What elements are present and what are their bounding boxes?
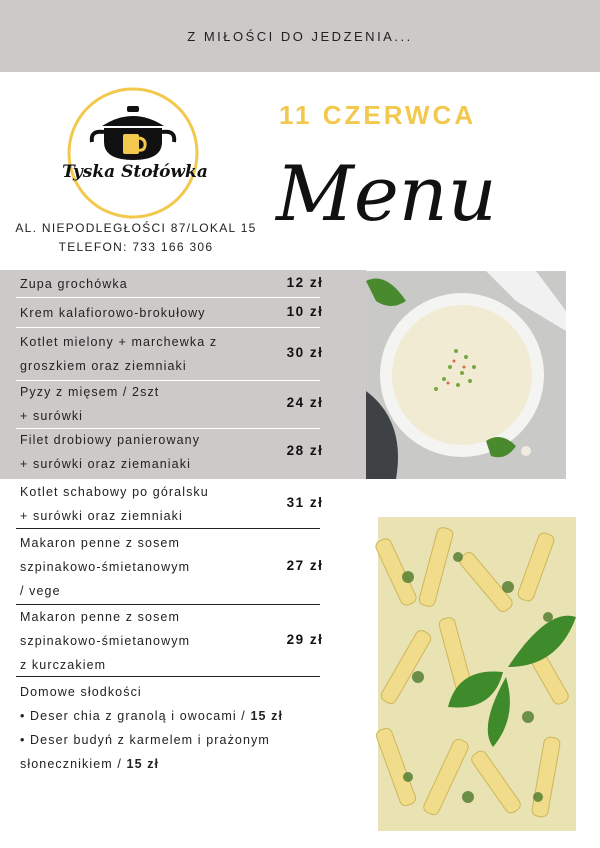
menu-item-name: Kotlet schabowy po góralsku + surówki oraz ziemniaki [20, 485, 209, 523]
desserts-title: Domowe słodkości [20, 685, 142, 699]
menu-item [0, 481, 366, 527]
menu-item [0, 330, 366, 378]
tagline: Z MIŁOŚCI DO JEDZENIA... [187, 28, 413, 44]
menu-item [0, 381, 366, 427]
dessert-item-budyn: • Deser budyń z karmelem i prażonym słonecznikiem / 15 zł [20, 733, 270, 771]
phone: TELEFON: 733 166 306 [58, 240, 214, 254]
brand-name: Tyska Stołówka [62, 162, 208, 182]
menu-item-price: 27 zł [286, 558, 324, 573]
dessert-price: 15 zł [126, 757, 160, 771]
tagline-band [0, 0, 600, 72]
divider [16, 528, 320, 529]
pot-icon [92, 106, 175, 160]
contact-info [0, 219, 272, 257]
menu-item [0, 300, 366, 326]
menu-title-text: Menu [276, 149, 497, 238]
menu-item-name: Makaron penne z sosem szpinakowo-śmietanowym / vege [20, 536, 191, 598]
menu-item-name: Makaron penne z sosem szpinakowo-śmietanowym z kurczakiem [20, 610, 191, 672]
menu-item-price: 24 zł [286, 395, 324, 410]
menu-item-price: 12 zł [286, 275, 324, 290]
restaurant-logo [64, 84, 202, 222]
dessert-price: 15 zł [250, 709, 284, 723]
menu-title [272, 140, 497, 250]
menu-item-price: 31 zł [286, 495, 324, 510]
menu-item-price: 28 zł [286, 443, 324, 458]
menu-item-price: 10 zł [286, 304, 324, 319]
menu-item-name: Kotlet mielony + marchewka z groszkiem oraz ziemniaki [20, 335, 218, 373]
divider [16, 327, 320, 328]
dessert-item-chia: • Deser chia z granolą i owocami / 15 zł [20, 709, 284, 723]
menu-date: 11 CZERWCA [279, 100, 477, 130]
soup-photo [366, 271, 566, 479]
pasta-photo [378, 517, 576, 831]
divider [16, 676, 320, 677]
menu-item-name: Krem kalafiorowo-brokułowy [20, 306, 206, 320]
menu-item-name: Filet drobiowy panierowany + surówki oraz ziemaniaki [20, 433, 201, 471]
address: AL. NIEPODLEGŁOŚCI 87/LOKAL 15 [15, 221, 257, 235]
menu-item-price: 29 zł [286, 632, 324, 647]
menu-item [0, 532, 366, 602]
divider [16, 297, 320, 298]
menu-item [0, 428, 366, 476]
menu-item-price: 30 zł [286, 345, 324, 360]
menu-item-name: Pyzy z mięsem / 2szt + surówki [20, 385, 160, 423]
menu-item [0, 271, 366, 297]
menu-item-name: Zupa grochówka [20, 277, 128, 291]
menu-item [0, 606, 366, 676]
desserts-section [20, 680, 360, 776]
